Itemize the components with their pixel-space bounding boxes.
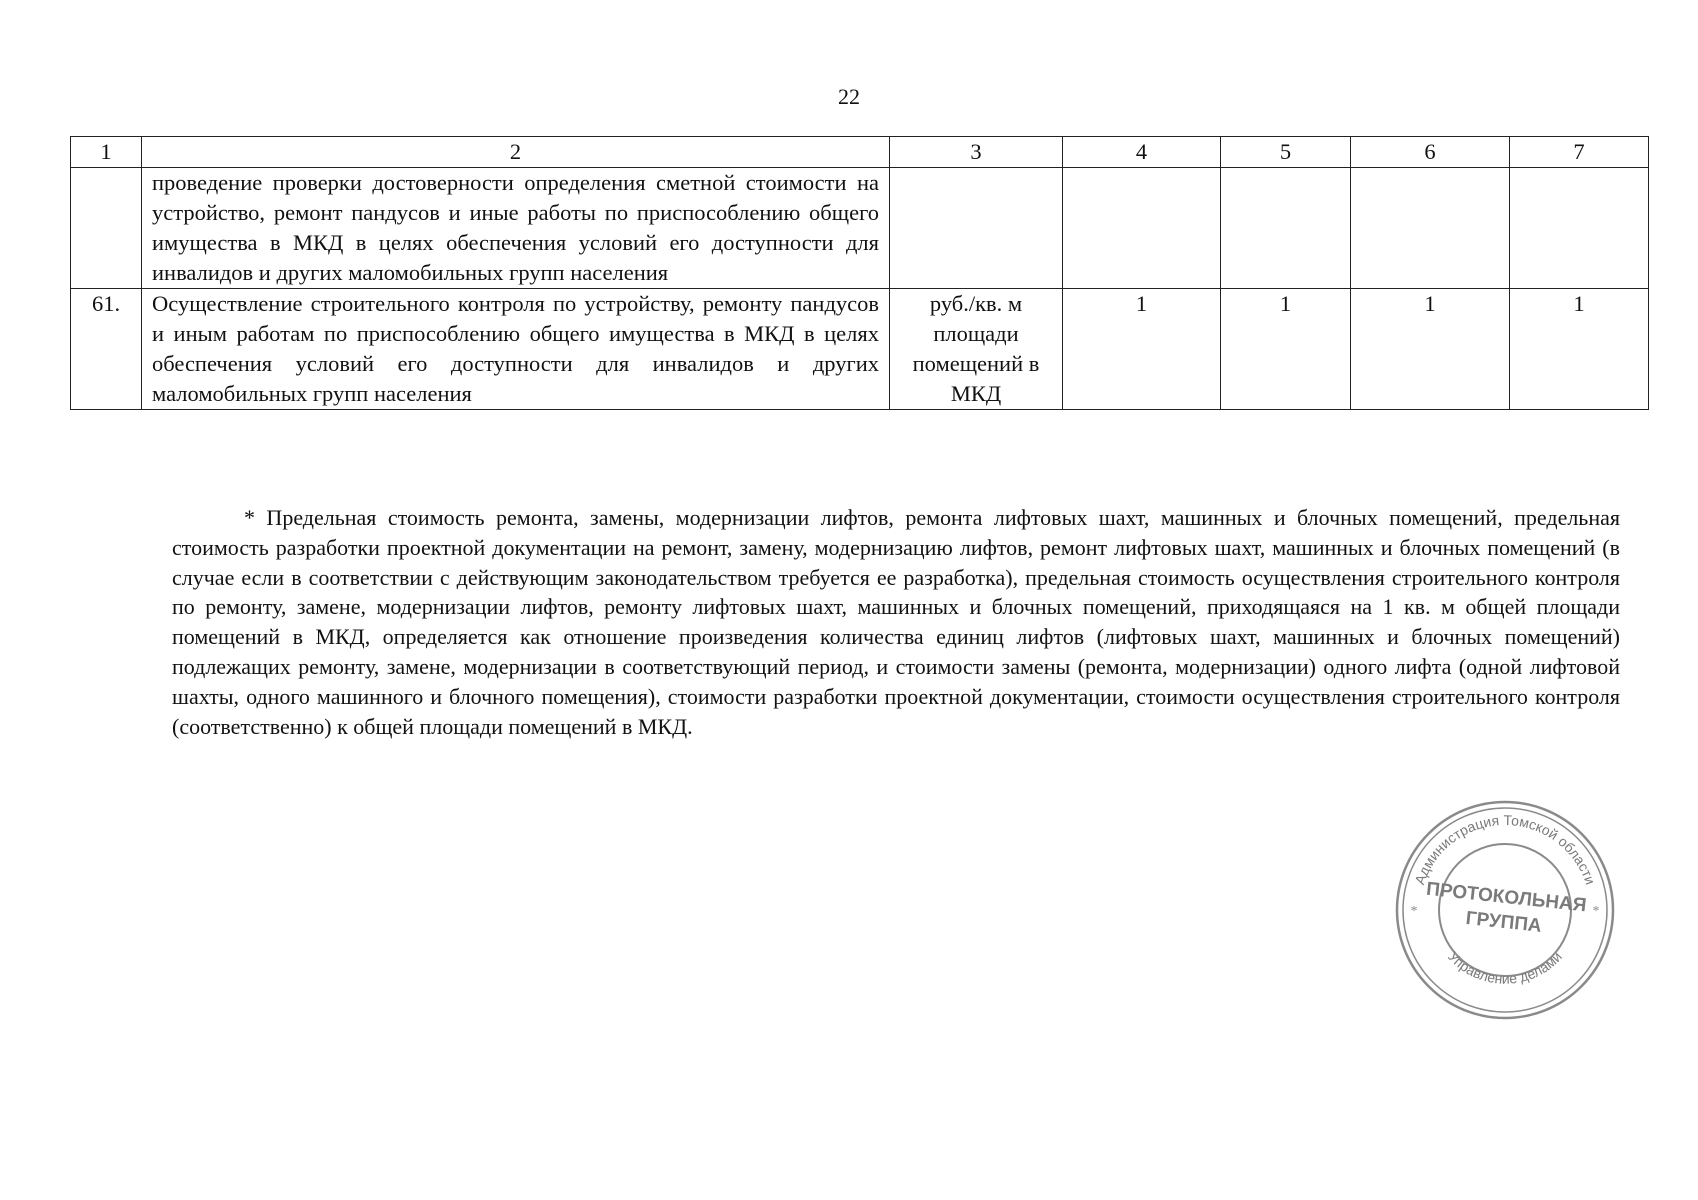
official-stamp [1390,795,1620,1025]
row-value [1351,168,1510,289]
header-cell: 6 [1351,137,1510,168]
row-description: Осуществление строительного контроля по устройству, ремонту пандусов и иным работам по приспособлению общего имущества в МКД в целях обеспечения условий его доступности для инвалидов и других маломобильных групп населения [142,289,890,410]
row-unit [890,168,1063,289]
stamp-center-line2: ГРУППА [1464,908,1543,937]
row-description: проведение проверки достоверности определения сметной стоимости на устройство, ремонт пандусов и иные работы по приспособлению общего имущества в МКД в целях обеспечения условий его доступности для инвалидов и других маломобильных групп населения [142,168,890,289]
row-value: 1 [1221,289,1351,410]
header-cell: 7 [1510,137,1649,168]
row-number [71,168,142,289]
header-cell: 1 [71,137,142,168]
footnote: * Предельная стоимость ремонта, замены, модернизации лифтов, ремонта лифтовых шахт, машинных и блочных помещений, предельная стоимость разработки проектной документации на ремонт, замену, модернизацию лифтов, ремонт лифтовых шахт, машинных и блочных помещений (в случае если в соответствии с действующим законодательством требуется ее разработка), предельная стоимость осуществления строительного контроля по ремонту, замене, модернизации лифтов, ремонту лифтовых шахт, машинных и блочных помещений, приходящаяся на 1 кв. м общей площади помещений в МКД, определяется как отношение произведения количества единиц лифтов (лифтовых шахт, машинных и блочных помещений) подлежащих ремонту, замене, модернизации в соответствующий период, и стоимости замены (ремонта, модернизации) одного лифта (одной лифтовой шахты, одного машинного и блочного помещения), стоимости разработки проектной документации, стоимости осуществления строительного контроля (соответственно) к общей площади помещений в МКД. [172,505,1620,739]
stamp-star-icon: * [1410,904,1418,919]
page-number: 22 [838,84,860,109]
table-row [71,289,1649,410]
table-row [71,168,1649,289]
stamp-center-line1: ПРОТОКОЛЬНАЯ [1425,878,1588,917]
row-value: 1 [1351,289,1510,410]
table-header-row [71,137,1649,168]
header-cell: 4 [1063,137,1221,168]
header-cell: 2 [142,137,890,168]
header-cell: 5 [1221,137,1351,168]
header-cell: 3 [890,137,1063,168]
row-value [1063,168,1221,289]
data-table [70,136,1649,410]
row-value: 1 [1063,289,1221,410]
row-value: 1 [1510,289,1649,410]
row-value [1221,168,1351,289]
stamp-text-bottom: Управление делами [1445,948,1565,987]
stamp-star-icon: * [1592,904,1600,919]
row-number: 61. [71,289,142,410]
stamp-text-top: Администрация Томской области [1411,811,1599,887]
row-unit: руб./кв. м площади помещений в МКД [890,289,1063,410]
row-value [1510,168,1649,289]
